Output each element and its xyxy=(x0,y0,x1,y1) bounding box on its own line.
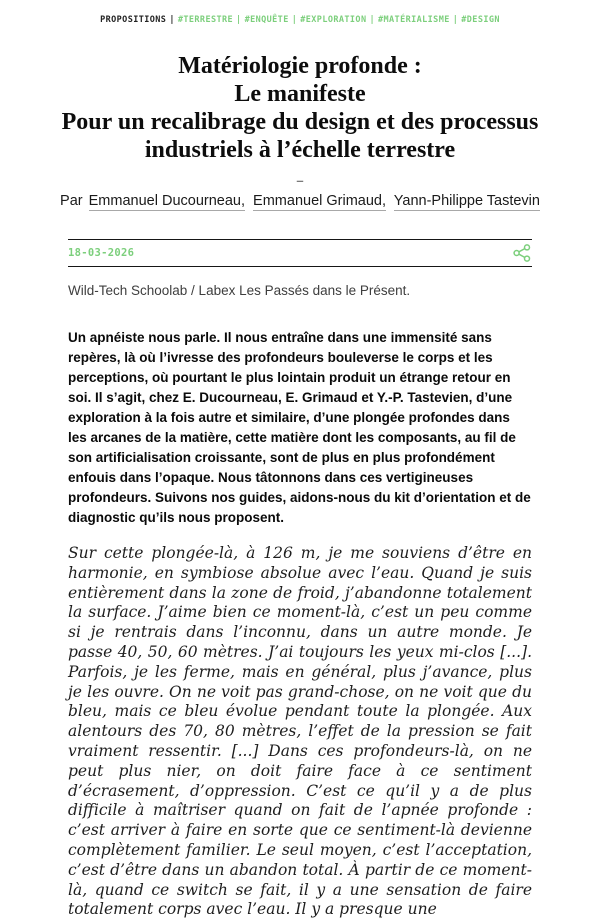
title-line: Le manifeste xyxy=(234,81,366,107)
title-line: Matériologie profonde : xyxy=(178,53,422,79)
publish-date: 18-03-2026 xyxy=(68,247,135,259)
author-link-tastevin[interactable]: Yann-Philippe Tastevin xyxy=(393,193,540,209)
nav-tag-design[interactable]: #DESIGN xyxy=(461,15,500,25)
author-link-grimaud[interactable]: Emmanuel Grimaud, xyxy=(253,193,387,209)
share-nodes-icon xyxy=(512,243,532,263)
byline xyxy=(0,193,600,209)
nav-tag-exploration[interactable]: #EXPLORATION xyxy=(300,15,367,25)
nav-separator: | xyxy=(291,15,298,25)
nav-tag-enquete[interactable]: #ENQUÊTE xyxy=(244,15,289,25)
nav-separator: | xyxy=(169,15,175,25)
nav-separator: | xyxy=(236,15,242,25)
nav-separator: | xyxy=(452,15,459,25)
byline-prefix: Par xyxy=(60,193,83,209)
nav-section-propositions[interactable]: PROPOSITIONS xyxy=(100,15,167,25)
intro-paragraph: Un apnéiste nous parle. Il nous entraîne dans une immensité sans repères, là où l’ivresse des profondeurs bouleverse le corps et les perceptions, où pourtant le plus lointain produit un étrange retour en soi. Il s’agit, chez E. Ducourneau, E. Grimaud et Y.-P. Tastevien, d’une exploration à la fois autre et similaire, d’une plongée profondes dans les arcanes de la matière, cette matière dont les composants, au fil de son artificialisation croissante, sont de plus en plus profondément enfouis dans l’opaque. Nous tâtonnons dans ces vertigineuses profondeurs. Suivons nos guides, aidons-nous du kit d’orientation et de diagnostic qu’ils nous proposent. xyxy=(68,330,531,525)
tag-navigation xyxy=(0,0,600,25)
title-line: Pour un recalibrage du design et des processus xyxy=(61,109,539,135)
author-link-ducourneau[interactable]: Emmanuel Ducourneau, xyxy=(88,193,246,209)
nav-separator: | xyxy=(369,15,375,25)
quote-paragraph: Sur cette plongée-là, à 126 m, je me souviens d’être en harmonie, en symbiose absolue avec l’eau. Quand je suis entièrement dans la zone de froid, j’abandonne totalement la surface. J’aime bien ce moment-là, c’est un peu comme si je rentrais dans l’inconnu, dans un autre monde. Je passe 40, 50, 60 mètres. J’ai toujours les yeux mi-clos [...]. Parfois, je les ferme, mais en général, plus j’avance, plus je les ouvre. On ne voit pas grand-chose, on ne voit que du bleu, mais ce bleu évolue pendant toute la plongée. Aux alentours des 70, 80 mètres, l’effet de la pression se fait vraiment ressentir. [...] Dans ces profondeurs-là, on ne peut plus nier, on doit faire face à ce sentiment d’écrasement, d’oppression. C’est ce qu’il y a de plus difficile à maîtriser quand on fait de l’apnée profonde : c’est arriver à faire en sorte que ce sentiment-là devienne complètement familier. Le seul moyen, c’est l’acceptation, c’est d’être dans un abandon total. À partir de ce moment-là, quand ce switch se fait, il y a une sensation de faire totalement corps avec l’eau. Il y a presque une xyxy=(68,544,532,919)
title-divider-dash: – xyxy=(296,173,304,188)
share-button[interactable] xyxy=(512,243,532,263)
article-meta-bar xyxy=(68,239,532,267)
article-credit: Wild-Tech Schoolab / Labex Les Passés dans le Présent. xyxy=(68,283,411,298)
nav-tag-materialisme[interactable]: #MATÉRIALISME xyxy=(378,15,450,25)
page-title xyxy=(0,52,600,164)
nav-tag-terrestre[interactable]: #TERRESTRE xyxy=(177,15,234,25)
title-line: industriels à l’échelle terrestre xyxy=(144,137,456,163)
